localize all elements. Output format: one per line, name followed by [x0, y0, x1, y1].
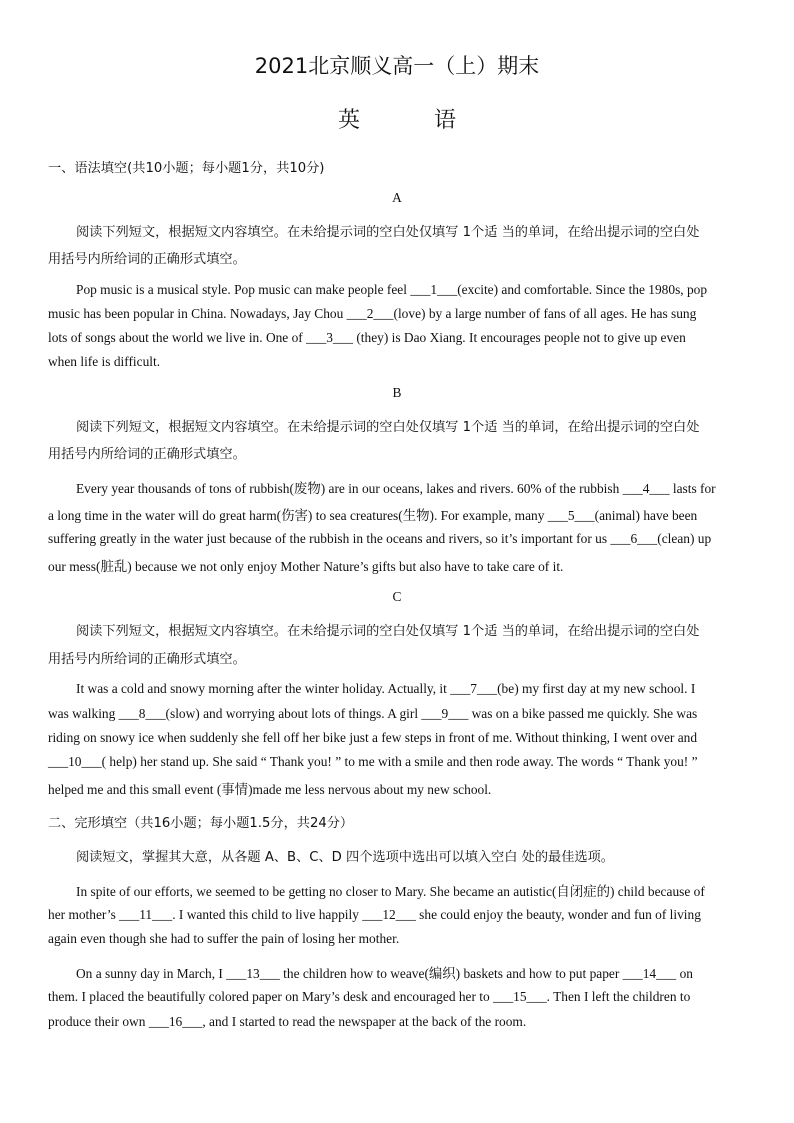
section2-text-line-2: her mother’s ___11___. I wanted this child to live happily ___12___ she could enjoy the beauty, wonder and fun of living: [48, 907, 701, 922]
part-a-instruction-1: 阅读下列短文，根据短文内容填空。在未给提示词的空白处仅填写 1个适 当的单词，在给出提示词的空白处: [76, 225, 700, 240]
part-b-text-line-1: Every year thousands of tons of rubbish(废物) are in our oceans, lakes and rivers. 60% of the rubbish ___4___ lasts for: [76, 481, 716, 496]
part-a-text-line-3: lots of songs about the world we live in. One of ___3___ (they) is Dao Xiang. It encourages people not to give up even: [48, 330, 686, 345]
section2-text-line-6: produce their own ___16___, and I started to read the newspaper at the back of the room.: [48, 1014, 527, 1029]
part-a-text-line-2: music has been popular in China. Nowadays, Jay Chou ___2___(love) by a large number of fans of all ages. He has sung: [48, 306, 697, 321]
section2-text-line-3: again even though she had to suffer the pain of losing her mother.: [48, 931, 400, 946]
part-a-label: A: [392, 190, 402, 205]
part-c-label: C: [392, 589, 402, 604]
part-a-text-line-4: when life is difficult.: [48, 354, 161, 369]
part-c-text-line-2: was walking ___8___(slow) and worrying about lots of things. A girl ___9___ was on a bike passed me quickly. She was: [48, 706, 698, 721]
part-b-text-line-4: our mess(脏乱) because we not only enjoy Mother Nature’s gifts but also have to take care of it.: [48, 559, 564, 574]
section2-text-line-1: In spite of our efforts, we seemed to be getting no closer to Mary. She became an autistic(自闭症的) child because of: [76, 884, 705, 899]
part-a-text-line-1: Pop music is a musical style. Pop music can make people feel ___1___(excite) and comfortable. Since the 1980s, pop: [76, 282, 708, 297]
part-b-label: B: [392, 385, 402, 400]
part-c-text-line-5: helped me and this small event (事情)made me less nervous about my new school.: [48, 782, 492, 797]
part-c-instruction-1: 阅读下列短文，根据短文内容填空。在未给提示词的空白处仅填写 1个适 当的单词，在给出提示词的空白处: [76, 624, 700, 639]
part-b-instruction-1: 阅读下列短文，根据短文内容填空。在未给提示词的空白处仅填写 1个适 当的单词，在给出提示词的空白处: [76, 420, 700, 435]
subject-title: 英 语: [337, 108, 482, 133]
part-a-instruction-2: 用括号内所给词的正确形式填空。: [48, 252, 246, 267]
section2-text-line-5: them. I placed the beautifully colored paper on Mary’s desk and encouraged her to ___15___. Then I left the children to: [48, 989, 691, 1004]
part-b-text-line-2: a long time in the water will do great harm(伤害) to sea creatures(生物). For example, many ___5___(animal) have been: [48, 508, 698, 523]
part-c-instruction-2: 用括号内所给词的正确形式填空。: [48, 652, 246, 667]
section1-heading: 一、语法填空(共10小题；每小题1分，共10分): [48, 161, 325, 176]
section2-instruction: 阅读短文，掌握其大意，从各题 A、B、C、D 四个选项中选出可以填入空白 处的最佳选项。: [76, 850, 614, 865]
page-title: 2021北京顺义高一（上）期末: [254, 54, 540, 78]
part-b-instruction-2: 用括号内所给词的正确形式填空。: [48, 447, 246, 462]
section2-heading: 二、完形填空（共16小题；每小题1.5分，共24分）: [48, 816, 354, 831]
section2-text-line-4: On a sunny day in March, I ___13___ the children how to weave(编织) baskets and how to put paper ___14___ on: [76, 966, 693, 981]
part-c-text-line-4: ___10___( help) her stand up. She said “ Thank you! ” to me with a smile and then rode away. The words “ Thank you! ”: [48, 754, 698, 769]
part-c-text-line-3: riding on snowy ice when suddenly she fell off her bike just a few steps in front of me. Without thinking, I went over and: [48, 730, 698, 745]
part-c-text-line-1: It was a cold and snowy morning after the winter holiday. Actually, it ___7___(be) my first day at my new school. I: [76, 681, 696, 696]
part-b-text-line-3: suffering greatly in the water just because of the rubbish in the oceans and rivers, so it’s important for us ___6___(clean) up: [48, 531, 712, 546]
